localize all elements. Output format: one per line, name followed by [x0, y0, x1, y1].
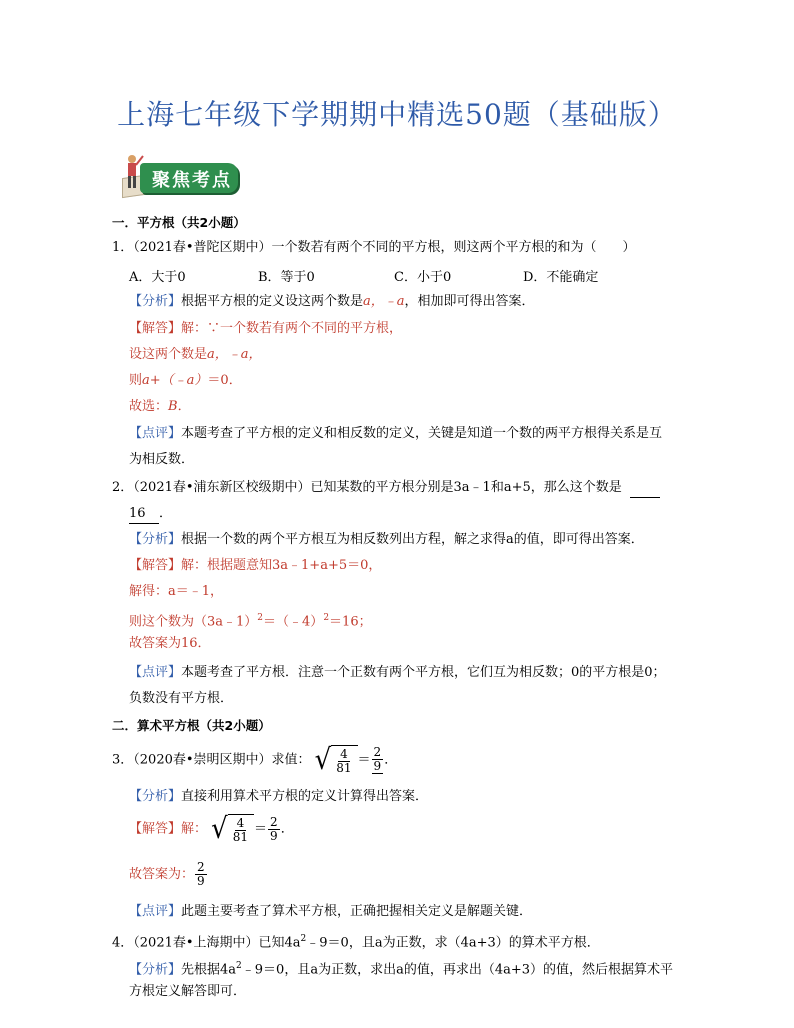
answer-line: 解：∵一个数若有两个不同的平方根，: [181, 321, 403, 336]
comment: [129, 425, 662, 443]
comment: [129, 664, 666, 682]
question-text: 3．（2020春•崇明区期中）求值：: [112, 752, 311, 768]
answer-text: ＝16；: [329, 614, 372, 630]
option-a: A．大于0: [129, 270, 186, 285]
exponent: 2: [300, 934, 307, 944]
answer-line: [129, 398, 191, 416]
equals: ＝: [254, 821, 268, 837]
answer-line: [129, 372, 242, 390]
analysis-tag: 【分析】: [129, 962, 182, 978]
comment-text: 此题主要考查了算术平方根，正确把握相关定义是解题关键．: [181, 904, 533, 919]
answer-fraction: $\frac{2}{9}$: [373, 745, 382, 773]
analysis-vars: a，﹣a: [363, 294, 405, 309]
answer-blank-line: [129, 505, 172, 524]
comment-text: 为相反数．: [129, 452, 195, 467]
document-title: 上海七年级下学期期中精选50题（基础版）: [117, 98, 677, 131]
answer-choice: B: [168, 399, 178, 414]
period: ．: [159, 506, 173, 521]
analysis: [129, 788, 428, 806]
period: ．: [384, 752, 398, 768]
badge-label: 聚焦考点: [152, 170, 232, 191]
comment: [129, 903, 532, 921]
answer-tag: 【解答】: [129, 821, 182, 837]
analysis-tail: ，相加即可得出答案．: [404, 294, 535, 309]
answer-blank: [630, 479, 660, 498]
analysis: 【分析】先根据$4a^2﹣9=0$，且a为正数，求出a的值，再求出（4a+3）的值，然后根据算术平: [129, 961, 674, 978]
period: ．: [280, 821, 294, 837]
section-heading: 二．算术平方根（共2小题）: [112, 718, 271, 733]
question-stem: 2．（2021春•浦东新区校级期中）已知某数的平方根分别是3a﹣1和a+5，那么这个数是: [112, 480, 622, 495]
answer: [129, 320, 402, 338]
equals: ＝: [357, 752, 371, 768]
answer: [129, 814, 294, 845]
answer-line: [129, 609, 372, 631]
analysis-tag: 【分析】: [129, 294, 182, 309]
answer-text: ．: [177, 399, 191, 414]
analysis-text: 根据平方根的定义设这两个数是: [181, 294, 364, 309]
comment-text: 负数没有平方根．: [129, 691, 234, 706]
comment-tag: 【点评】: [129, 665, 182, 680]
option-c: C．小于0: [394, 270, 452, 285]
answer-text: 解：: [181, 821, 208, 837]
question-stem: 1．（2021春•普陀区期中）一个数若有两个不同的平方根，则这两个平方根的和为（ ）: [112, 240, 636, 255]
focus-badge: [116, 150, 240, 198]
answer-text: ＝0．: [207, 373, 242, 388]
answer-line: 解得：a＝﹣1，: [129, 584, 224, 599]
answer-line: 解：根据题意知3a﹣1+a+5＝0，: [181, 558, 382, 573]
answer-text: 故答案为：: [129, 867, 195, 882]
answer-line: [129, 860, 208, 890]
analysis-text: 直接利用算术平方根的定义计算得出答案．: [181, 789, 429, 804]
answer-text: 故选：: [129, 399, 169, 414]
answer-text: 设这两个数是: [129, 347, 208, 362]
exponent: 2: [236, 961, 242, 971]
comment-text: 本题考查了平方根．注意一个正数有两个平方根，它们互为相反数；0的平方根是0；: [181, 665, 666, 680]
answer-fraction: $\frac{2}{9}$: [197, 860, 205, 888]
question-stem: [112, 745, 397, 776]
answer-text: 则: [129, 373, 143, 388]
comment-tag: 【点评】: [129, 904, 182, 919]
question-stem: 4．（2021春•上海期中）已知$4a^2﹣9=0$，且a为正数，求（4a+3）的算术平方根．: [112, 934, 600, 951]
answer-tag: 【解答】: [129, 558, 182, 573]
answer-fraction: $\frac{2}{9}$: [270, 814, 278, 843]
answer-vars: a，﹣a，: [207, 347, 262, 362]
analysis: [129, 531, 644, 549]
square-root: √ $\frac{4}{81}$: [315, 745, 358, 775]
answer-expr: a+（﹣a）: [142, 373, 208, 388]
answer-text: ＝（﹣4）: [263, 614, 324, 630]
answer-text: 则这个数为（3a﹣1）: [129, 614, 258, 630]
analysis-tag: 【分析】: [129, 789, 182, 804]
badge-banner: [140, 163, 238, 193]
answer-line: [129, 346, 262, 364]
analysis-text: 根据一个数的两个平方根互为相反数列出方程，解之求得a的值，即可得出答案．: [181, 532, 644, 547]
analysis: [129, 293, 535, 311]
option-d: D．不能确定: [523, 270, 599, 285]
comment-tag: 【点评】: [129, 426, 182, 441]
comment-text: 本题考查了平方根的定义和相反数的定义，关键是知道一个数的两平方根得关系是互: [181, 426, 663, 441]
exponent: 2: [257, 613, 264, 623]
answer-tag: 【解答】: [129, 321, 182, 336]
answer-blank-value: 16: [129, 505, 159, 524]
analysis-text: 方根定义解答即可．: [129, 984, 247, 999]
analysis-tag: 【分析】: [129, 532, 182, 547]
exponent: 2: [323, 613, 330, 623]
answer-line: 故答案为16．: [129, 636, 211, 651]
section-heading: 一．平方根（共2小题）: [112, 215, 246, 230]
square-root: √ $\frac{4}{81}$: [211, 814, 254, 844]
option-b: B．等于0: [258, 270, 315, 285]
answer: [129, 557, 381, 575]
